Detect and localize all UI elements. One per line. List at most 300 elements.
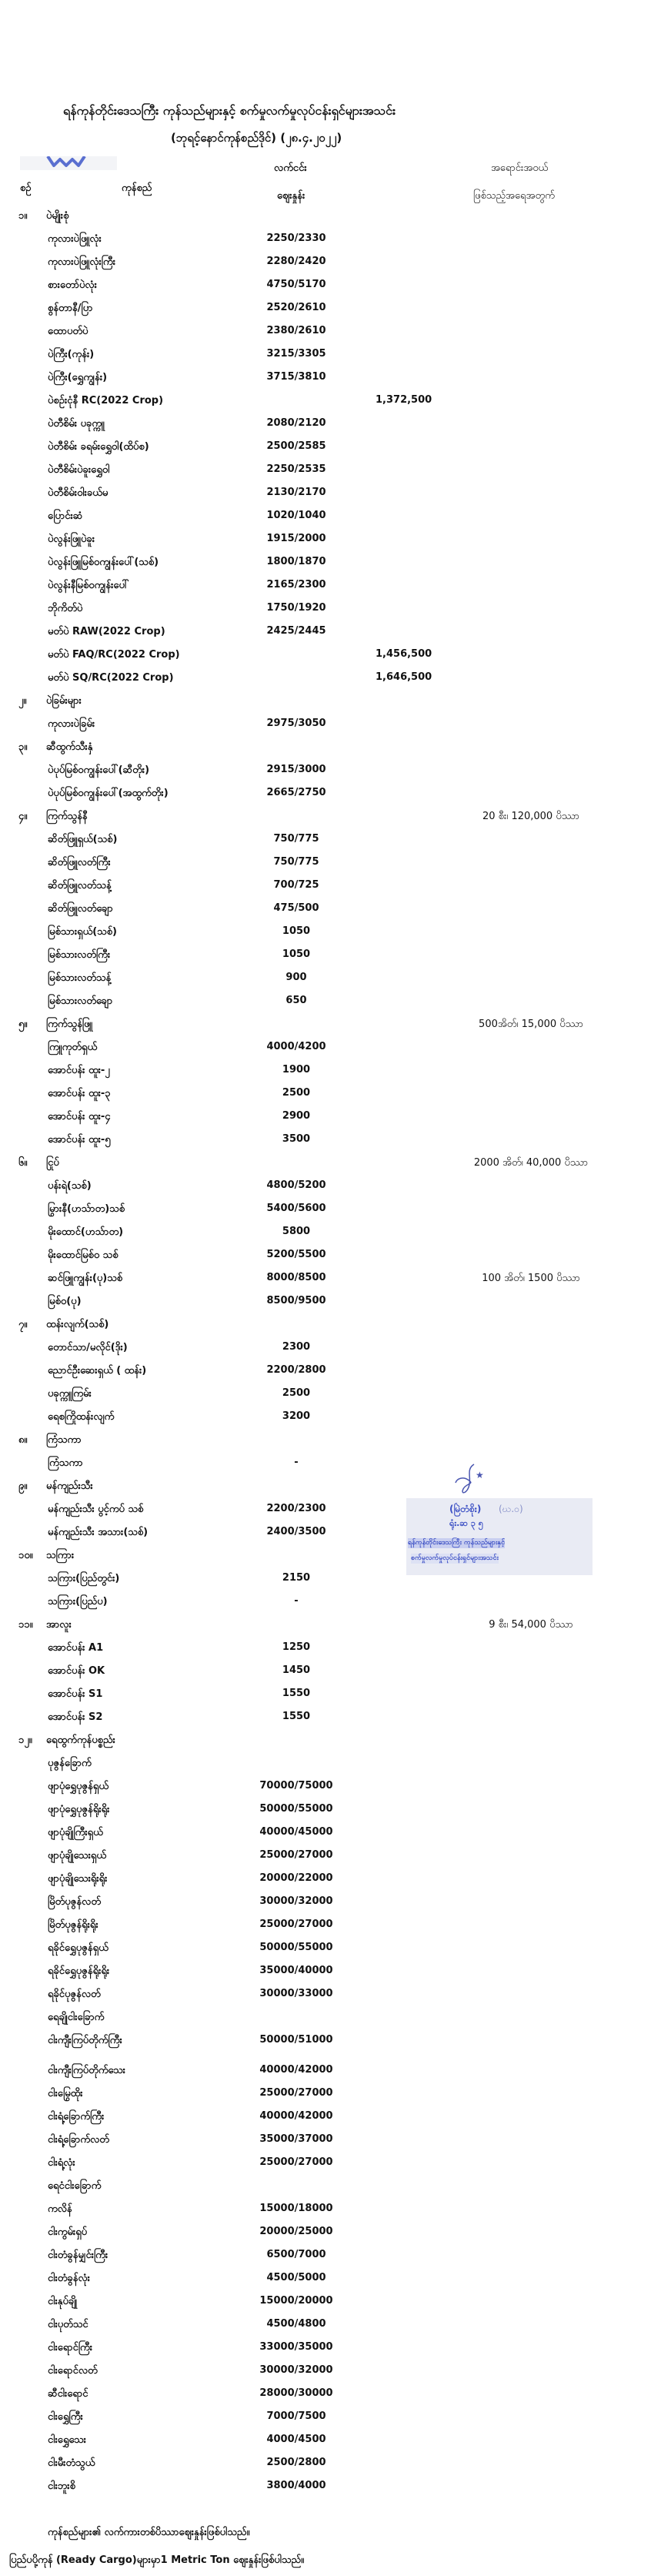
table-row <box>0 233 661 253</box>
header-volume-line2: ဖြစ်သည့်အရေအတွက် <box>473 190 555 202</box>
commodity-name: ကြံသကာ <box>48 1457 83 1469</box>
section-header-row <box>0 1018 661 1038</box>
commodity-name: ကြက်သွန်ဖြူ <box>46 1019 93 1030</box>
row-number: ၉။ <box>18 1480 28 1492</box>
commodity-name: ငါးတံခွန်မျှင်းကြီး <box>48 2250 108 2261</box>
table-row <box>0 394 661 414</box>
commodity-name: အောင်ပန်း ထူး-၄ <box>48 1111 111 1122</box>
commodity-name: ပန်းရဲ(သစ်) <box>48 1180 92 1192</box>
spot-price: 25000/27000 <box>259 2156 333 2168</box>
spot-price: 2200/2800 <box>266 1364 326 1376</box>
table-row <box>0 856 661 876</box>
row-number: ၆။ <box>18 1157 28 1169</box>
commodity-name: အောင်ပန်း ထူး-၂ <box>48 1065 110 1076</box>
table-row <box>0 2064 661 2084</box>
trade-volume: 100 အိတ်၊ 1500 ပိဿာ <box>482 1273 580 1284</box>
table-row <box>0 995 661 1015</box>
commodity-name: ပဲမျိုးစုံ <box>46 210 69 222</box>
commodity-name: ဆိတ်ဖြူလတ်သန့် <box>48 880 112 892</box>
spot-price: 750/775 <box>273 833 319 845</box>
commodity-name: စားတော်ပဲလုံး <box>48 279 97 291</box>
spot-price: 4000/4200 <box>266 1041 326 1052</box>
commodity-name: မြိတ်ပုဇွန်လတ် <box>48 1896 101 1908</box>
table-row <box>0 463 661 483</box>
commodity-name: ရေထွက်ကုန်ပစ္စည်း <box>46 1735 115 1746</box>
table-row <box>0 2249 661 2269</box>
table-row <box>0 1919 661 1939</box>
table-row <box>0 625 661 645</box>
spot-price: 40000/42000 <box>259 2110 333 2122</box>
table-row <box>0 279 661 299</box>
commodity-name: ငါးရံ့ခြောက်ကြီး <box>48 2111 105 2123</box>
table-row <box>0 2203 661 2223</box>
spot-price: 650 <box>285 995 307 1006</box>
commodity-name: ငါးရောင်ကြီး <box>48 2342 93 2354</box>
export-price: 1,372,500 <box>376 394 432 406</box>
commodity-name: အောင်ပန်း A1 <box>48 1642 104 1654</box>
page-title-line1: ရန်ကုန်တိုင်းဒေသကြီး ကုန်သည်များနှင့် စက်မှုလက်မှုလုပ်ငန်းရှင်များအသင်း <box>63 103 396 118</box>
table-row <box>0 1410 661 1430</box>
spot-price: 2300 <box>282 1341 311 1353</box>
commodity-name: ပြောင်းဆံ <box>48 510 83 522</box>
table-row <box>0 348 661 368</box>
commodity-name: ကြံသကာ <box>46 1434 82 1446</box>
spot-price: 1915/2000 <box>266 533 326 544</box>
table-row <box>0 1595 661 1615</box>
spot-price: 3715/3810 <box>266 371 326 383</box>
commodity-name: ငြုပ် <box>46 1157 59 1169</box>
table-row <box>0 1688 661 1708</box>
section-header-row <box>0 1318 661 1338</box>
spot-price: 70000/75000 <box>259 1780 333 1791</box>
spot-price: - <box>294 1595 299 1607</box>
trade-volume: 2000 အိတ်၊ 40,000 ပိဿာ <box>473 1157 589 1169</box>
table-row <box>0 1041 661 1061</box>
commodity-name: ငါးရွှေသေး <box>48 2434 86 2446</box>
table-row <box>0 371 661 391</box>
table-row <box>0 2133 661 2153</box>
section-header-row <box>0 209 661 229</box>
row-number: ၁၁။ <box>18 1619 33 1631</box>
table-row <box>0 556 661 576</box>
table-row <box>0 1711 661 1731</box>
stamp-line4: စက်မှုလက်မှုလုပ်ငန်းရှင်များအသင်း <box>411 1554 499 1562</box>
section-header-row <box>0 1734 661 1754</box>
table-row <box>0 2410 661 2430</box>
spot-price: 5800 <box>282 1226 311 1237</box>
spot-price: 2520/2610 <box>266 302 326 313</box>
spot-price: 8000/8500 <box>266 1272 326 1283</box>
commodity-name: ဖျာပုံချိုသေးရိုးရိုး <box>48 1873 108 1885</box>
commodity-name: မတ်ပဲ FAQ/RC(2022 Crop) <box>48 649 180 661</box>
commodity-name: ပခုက္ကူကြမ်း <box>48 1388 92 1400</box>
commodity-name: ပဲကြီး(ရွှေကျွန်း) <box>48 372 108 383</box>
commodity-name: ပဲတီစိမ်း ခရမ်းရွှေဝါ(ထိပ်စ) <box>48 441 149 453</box>
table-row <box>0 1272 661 1292</box>
spot-price: 2500 <box>282 1387 311 1399</box>
trade-volume: 500အိတ်၊ 15,000 ပိဿာ <box>479 1019 583 1030</box>
table-row <box>0 533 661 553</box>
spot-price: 50000/51000 <box>259 2034 333 2046</box>
commodity-name: ပဲပုပ်မြစ်ဝကျွန်းပေါ်(ဆီတိုး) <box>48 764 150 776</box>
commodity-name: ဆီငါးရောင် <box>48 2388 88 2400</box>
spot-price: 30000/32000 <box>259 2364 333 2376</box>
spot-price: 50000/55000 <box>259 1942 333 1953</box>
spot-price: 4750/5170 <box>266 279 326 290</box>
commodity-name: ပဲတီစိမ်းပဲခူးရွှေဝါ <box>48 464 110 476</box>
table-row <box>0 925 661 945</box>
spot-price: 28000/30000 <box>259 2387 333 2399</box>
section-header-row <box>0 1434 661 1454</box>
spot-price: 20000/22000 <box>259 1872 333 1884</box>
spot-price: 2500/2585 <box>266 440 326 452</box>
stamp-line3: ရန်ကုန်တိုင်းဒေသကြီး ကုန်သည်များနှင့် <box>408 1539 506 1547</box>
table-row <box>0 1133 661 1153</box>
commodity-name: မြစ်သားလတ်ကြီး <box>48 949 111 961</box>
commodity-name: ဆင်ဖြူကျွန်း(ပု)သစ် <box>48 1273 123 1284</box>
spot-price: 1900 <box>282 1064 311 1076</box>
table-row <box>0 510 661 530</box>
spot-price: 2200/2300 <box>266 1503 326 1514</box>
spot-price: 2500 <box>282 1087 311 1099</box>
table-row <box>0 902 661 922</box>
table-row <box>0 2295 661 2315</box>
commodity-name: ထန်းလျက်(သစ်) <box>46 1319 109 1330</box>
gear-logo-icon <box>20 156 117 170</box>
commodity-name: ကုလားပဲဖြူလုံး <box>48 233 102 245</box>
signature-icon <box>452 1461 491 1500</box>
trade-volume: 20 စီး၊ 120,000 ပိဿာ <box>482 811 580 822</box>
table-row <box>0 440 661 460</box>
commodity-name: တောင်သာ/မလိုင်(ဒိုး) <box>48 1342 128 1353</box>
commodity-name: ရေငံငါးခြောက် <box>48 2180 102 2192</box>
spot-price: 1250 <box>282 1641 311 1653</box>
spot-price: 2280/2420 <box>266 256 326 267</box>
stamp-line2: ရုံး.ဆ ၃ ၅ <box>449 1518 483 1528</box>
commodity-name: မတ်ပဲ RAW(2022 Crop) <box>48 626 165 637</box>
commodity-name: အောင်ပန်း ထူး-၃ <box>48 1088 111 1099</box>
row-number: ၁။ <box>18 210 28 222</box>
table-row <box>0 1203 661 1223</box>
commodity-name: ဆိတ်ဖြူရှယ်(သစ်) <box>48 834 118 845</box>
footer-note-1: ကုန်စည်များ၏ လက်ကားတစ်ပိဿာဈေးနှုန်းဖြစ်ပါသည်။ <box>48 2527 250 2538</box>
spot-price: 2250/2535 <box>266 463 326 475</box>
table-row <box>0 2434 661 2454</box>
table-row <box>0 417 661 437</box>
section-header-row <box>0 694 661 714</box>
spot-price: 33000/35000 <box>259 2341 333 2353</box>
table-row <box>0 1641 661 1661</box>
table-row <box>0 972 661 992</box>
commodity-name: ငါးနုပ်ချို <box>48 2296 78 2307</box>
spot-price: 25000/27000 <box>259 1849 333 1861</box>
commodity-name: အောင်ပန်း S2 <box>48 1711 103 1723</box>
header-volume-line1: အရောင်းအဝယ် <box>491 162 549 174</box>
table-row <box>0 2364 661 2384</box>
spot-price: 1550 <box>282 1688 311 1699</box>
spot-price: 2250/2330 <box>266 233 326 244</box>
table-row <box>0 1780 661 1800</box>
table-row <box>0 948 661 969</box>
spot-price: 1050 <box>282 925 311 937</box>
spot-price: 2130/2170 <box>266 487 326 498</box>
commodity-name: အောင်ပန်း S1 <box>48 1688 103 1700</box>
table-row <box>0 2226 661 2246</box>
commodity-name: မြွားနီ(ဟသ်ာတ)သစ် <box>48 1203 125 1215</box>
commodity-name: ငါးကွမ်းရှပ် <box>48 2226 88 2238</box>
commodity-name: မိုးထောင်(ဟသ်ာတ) <box>48 1226 124 1238</box>
spot-price: 2165/2300 <box>266 579 326 590</box>
spot-price: 5400/5600 <box>266 1203 326 1214</box>
spot-price: 750/775 <box>273 856 319 868</box>
table-row <box>0 1295 661 1315</box>
commodity-name: ဖျာပုံချိုကြီးရှယ် <box>48 1827 103 1838</box>
commodity-name: ပဲလွန်းဖြူမြစ်ဝကျွန်းပေါ်(သစ်) <box>48 557 159 568</box>
row-number: ၁၂။ <box>18 1735 32 1746</box>
spot-price: 1020/1040 <box>266 510 326 521</box>
commodity-name: ငါးပုတ်သင် <box>48 2319 88 2330</box>
header-commodity: ကုန်စည် <box>122 182 152 194</box>
svg-text:★: ★ <box>476 1470 484 1480</box>
commodity-name: သကြား(ပြည်ပ) <box>48 1596 108 1607</box>
commodity-name: ထောပတ်ပဲ <box>48 326 88 337</box>
spot-price: 30000/32000 <box>259 1895 333 1907</box>
commodity-name: အာလူး <box>46 1619 72 1631</box>
spot-price: 2500/2800 <box>266 2457 326 2468</box>
table-row <box>0 2110 661 2130</box>
table-row <box>0 302 661 322</box>
spot-price: 4000/4500 <box>266 2434 326 2445</box>
commodity-name: ငါးရောင်လတ် <box>48 2365 98 2377</box>
spot-price: 2150 <box>282 1572 311 1584</box>
commodity-name: အောင်ပန်း OK <box>48 1665 105 1677</box>
table-row <box>0 256 661 276</box>
export-price: 1,646,500 <box>376 671 432 683</box>
commodity-name: ပဲတီစိမ်းဝါးခယ်မ <box>48 487 108 499</box>
header-price-line1: လက်ငင်း <box>274 162 307 174</box>
commodity-name: ရေစကြိုထန်းလျက် <box>48 1411 115 1423</box>
commodity-name: ကုလားပဲခြမ်း <box>48 718 95 730</box>
commodity-name: ကုလားပဲဖြူလုံးကြီး <box>48 256 116 268</box>
table-row <box>0 2156 661 2176</box>
spot-price: 40000/45000 <box>259 1826 333 1838</box>
commodity-name: ပဲတီစိမ်း ပခုက္ကူ <box>48 418 105 430</box>
table-row <box>0 2341 661 2361</box>
commodity-name: အောင်ပန်း ထူး-၅ <box>48 1134 111 1146</box>
table-row <box>0 2034 661 2054</box>
commodity-name: ညောင်ဦးဆေးရှယ် ( ထန်း) <box>48 1365 147 1377</box>
table-row <box>0 487 661 507</box>
spot-price: 900 <box>285 972 307 983</box>
commodity-name: ကလိန် <box>48 2203 72 2215</box>
export-price: 1,456,500 <box>376 648 432 660</box>
table-row <box>0 1803 661 1823</box>
commodity-name: ငါးမြွေထိုး <box>48 2088 83 2099</box>
row-number: ၇။ <box>18 1319 28 1330</box>
commodity-name: ငါးဘူးစိ <box>48 2481 75 2492</box>
table-row <box>0 1249 661 1269</box>
spot-price: 3800/4000 <box>266 2480 326 2491</box>
commodity-name: ဆီထွက်သီးနှံ <box>46 741 93 753</box>
spot-price: 2975/3050 <box>266 718 326 729</box>
commodity-name: ငါးရွှေကြီး <box>48 2411 83 2423</box>
commodity-name: ငါးတံခွန်လုံး <box>48 2273 90 2284</box>
spot-price: 2425/2445 <box>266 625 326 637</box>
table-row <box>0 1965 661 1985</box>
spot-price: 35000/40000 <box>259 1965 333 1976</box>
table-row <box>0 2457 661 2477</box>
section-header-row <box>0 810 661 830</box>
commodity-name: ဆိတ်ဖြူလတ်ချော <box>48 903 113 915</box>
spot-price: 1800/1870 <box>266 556 326 567</box>
spot-price: 3215/3305 <box>266 348 326 360</box>
spot-price: 3200 <box>282 1410 311 1422</box>
commodity-name: ပဲလွန်းဖြူပဲခူး <box>48 534 95 545</box>
commodity-name: သကြား <box>46 1550 75 1561</box>
commodity-name: မန်ကျည်းသီး <box>46 1480 93 1492</box>
spot-price: 700/725 <box>273 879 319 891</box>
spot-price: 5200/5500 <box>266 1249 326 1260</box>
commodity-name: ငါးကျီးကြပ်တိုက်ကြီး <box>48 2035 122 2046</box>
spot-price: 6500/7000 <box>266 2249 326 2260</box>
table-row <box>0 1988 661 2008</box>
table-row <box>0 579 661 599</box>
table-row <box>0 2387 661 2407</box>
table-row <box>0 602 661 622</box>
commodity-name: ပဲကြီး(ကုန်း) <box>48 349 95 360</box>
spot-price: 35000/37000 <box>259 2133 333 2145</box>
table-row <box>0 879 661 899</box>
commodity-name: ရခိုင်ပုဇွန်လတ် <box>48 1989 101 2000</box>
row-number: ၄။ <box>18 811 28 822</box>
spot-price: 1550 <box>282 1711 311 1722</box>
table-row <box>0 1664 661 1684</box>
commodity-name: ရခိုင်ရွှေပုဇွန်ရှယ် <box>48 1942 108 1954</box>
commodity-name: ပုဇွန်ခြောက် <box>48 1758 92 1769</box>
official-stamp <box>400 1461 600 1584</box>
header-serial: စဉ် <box>20 182 32 194</box>
table-row <box>0 1226 661 1246</box>
row-number: ၈။ <box>18 1434 28 1446</box>
commodity-name: ဖျာပုံချိုသေးရှယ် <box>48 1850 106 1862</box>
table-row <box>0 1364 661 1384</box>
header-price-line2: ဈေးနှုန်း <box>277 190 305 202</box>
table-row <box>0 718 661 738</box>
commodity-name: မြိတ်ပုဇွန်ရိုးရိုး <box>48 1919 98 1931</box>
spot-price: 3500 <box>282 1133 311 1145</box>
table-row <box>0 2087 661 2107</box>
table-row <box>0 1179 661 1199</box>
spot-price: 2400/3500 <box>266 1526 326 1537</box>
section-header-row <box>0 1618 661 1638</box>
spot-price: 475/500 <box>273 902 319 914</box>
trade-volume: 9 စီး၊ 54,000 ပိဿာ <box>489 1619 573 1631</box>
section-header-row <box>0 741 661 761</box>
commodity-name: မြစ်သားလတ်သန့် <box>48 972 112 984</box>
table-row <box>0 1110 661 1130</box>
spot-price: 1050 <box>282 948 311 960</box>
table-row <box>0 833 661 853</box>
spot-price: 1750/1920 <box>266 602 326 614</box>
commodity-name: ပဲပုပ်မြစ်ဝကျွန်းပေါ်(အထွက်တိုး) <box>48 788 169 799</box>
spot-price: 2380/2610 <box>266 325 326 336</box>
commodity-name: ဘိုကိတ်ပဲ <box>48 603 83 614</box>
commodity-name: ရေချိုငါးခြောက် <box>48 2012 105 2023</box>
row-number: ၂။ <box>18 695 27 707</box>
commodity-name: မိုးထောင်မြစ်ဝ သစ် <box>48 1250 119 1261</box>
spot-price: 25000/27000 <box>259 1919 333 1930</box>
commodity-name: သကြား(ပြည်တွင်း) <box>48 1573 120 1584</box>
spot-price: 15000/18000 <box>259 2203 333 2214</box>
commodity-name: မန်ကျည်းသီး ပွင့်ကပ် သစ် <box>48 1504 144 1515</box>
stamp-line1b: (ဃ.ဝ) <box>499 1504 523 1514</box>
commodity-name: မြစ်ဝ(ပု) <box>48 1296 82 1307</box>
section-header-row <box>0 1156 661 1176</box>
table-row <box>0 2180 661 2200</box>
spot-price: 4800/5200 <box>266 1179 326 1191</box>
row-number: ၁၀။ <box>18 1550 33 1561</box>
spot-price: 4500/4800 <box>266 2318 326 2330</box>
spot-price: 40000/42000 <box>259 2064 333 2076</box>
row-number: ၃။ <box>18 741 28 753</box>
table-row <box>0 1895 661 1915</box>
commodity-name: ဖျာပုံရွှေပုဇွန်ရှယ် <box>48 1781 108 1792</box>
commodity-name: ကြက်သွန်နီ <box>46 811 88 822</box>
spot-price: 30000/33000 <box>259 1988 333 1999</box>
table-row <box>0 787 661 807</box>
commodity-name: ငါးကျီးကြပ်တိုက်သေး <box>48 2065 125 2076</box>
commodity-name: မြစ်သားလတ်ချော <box>48 995 113 1007</box>
table-row <box>0 1872 661 1892</box>
stamp-line1: (မြဲတံစိုး) <box>449 1504 482 1514</box>
table-row <box>0 1826 661 1846</box>
table-row <box>0 1087 661 1107</box>
commodity-name: ပဲလွန်းနီမြစ်ဝကျွန်းပေါ် <box>48 580 129 591</box>
table-row <box>0 1341 661 1361</box>
commodity-name: ကြူကုတ်ရှယ် <box>48 1042 98 1053</box>
spot-price: 2915/3000 <box>266 764 326 775</box>
spot-price: 7000/7500 <box>266 2410 326 2422</box>
footer-note-2: ပြည်ပပို့ကုန် (Ready Cargo)များမှာ1 Metric Ton ဈေးနှုန်းဖြစ်ပါသည်။ <box>9 2554 305 2566</box>
table-row <box>0 1942 661 1962</box>
commodity-name: မြစ်သားရှယ်(သစ်) <box>48 926 117 938</box>
spot-price: 2665/2750 <box>266 787 326 798</box>
commodity-name: မန်ကျည်းသီး အသား(သစ်) <box>48 1527 149 1538</box>
spot-price: 15000/20000 <box>259 2295 333 2307</box>
table-row <box>0 325 661 345</box>
spot-price: 20000/25000 <box>259 2226 333 2237</box>
spot-price: 2900 <box>282 1110 311 1122</box>
page-title-line2: (ဘုရင့်နောင်ကုန်စည်ဒိုင်) (၂၈.၄.၂၀၂၂) <box>171 131 342 145</box>
table-row <box>0 1387 661 1407</box>
commodity-name: ဆိတ်ဖြူလတ်ကြီး <box>48 857 111 868</box>
row-number: ၅။ <box>18 1019 28 1030</box>
spot-price: 4500/5000 <box>266 2272 326 2283</box>
spot-price: 2080/2120 <box>266 417 326 429</box>
commodity-name: ငါးရံ့လုံး <box>48 2157 75 2169</box>
commodity-name: ပဲစဉ်းငုံနီ RC(2022 Crop) <box>48 395 164 406</box>
spot-price: 50000/55000 <box>259 1803 333 1815</box>
spot-price: - <box>294 1457 299 1468</box>
table-row <box>0 764 661 784</box>
table-row <box>0 1757 661 1777</box>
table-row <box>0 2318 661 2338</box>
spot-price: 25000/27000 <box>259 2087 333 2099</box>
commodity-name: ဖျာပုံရွှေပုဇွန်ရိုးရိုး <box>48 1804 110 1815</box>
table-row <box>0 2011 661 2031</box>
table-row <box>0 648 661 668</box>
commodity-name: ငါးရံ့ခြောက်လတ် <box>48 2134 109 2146</box>
